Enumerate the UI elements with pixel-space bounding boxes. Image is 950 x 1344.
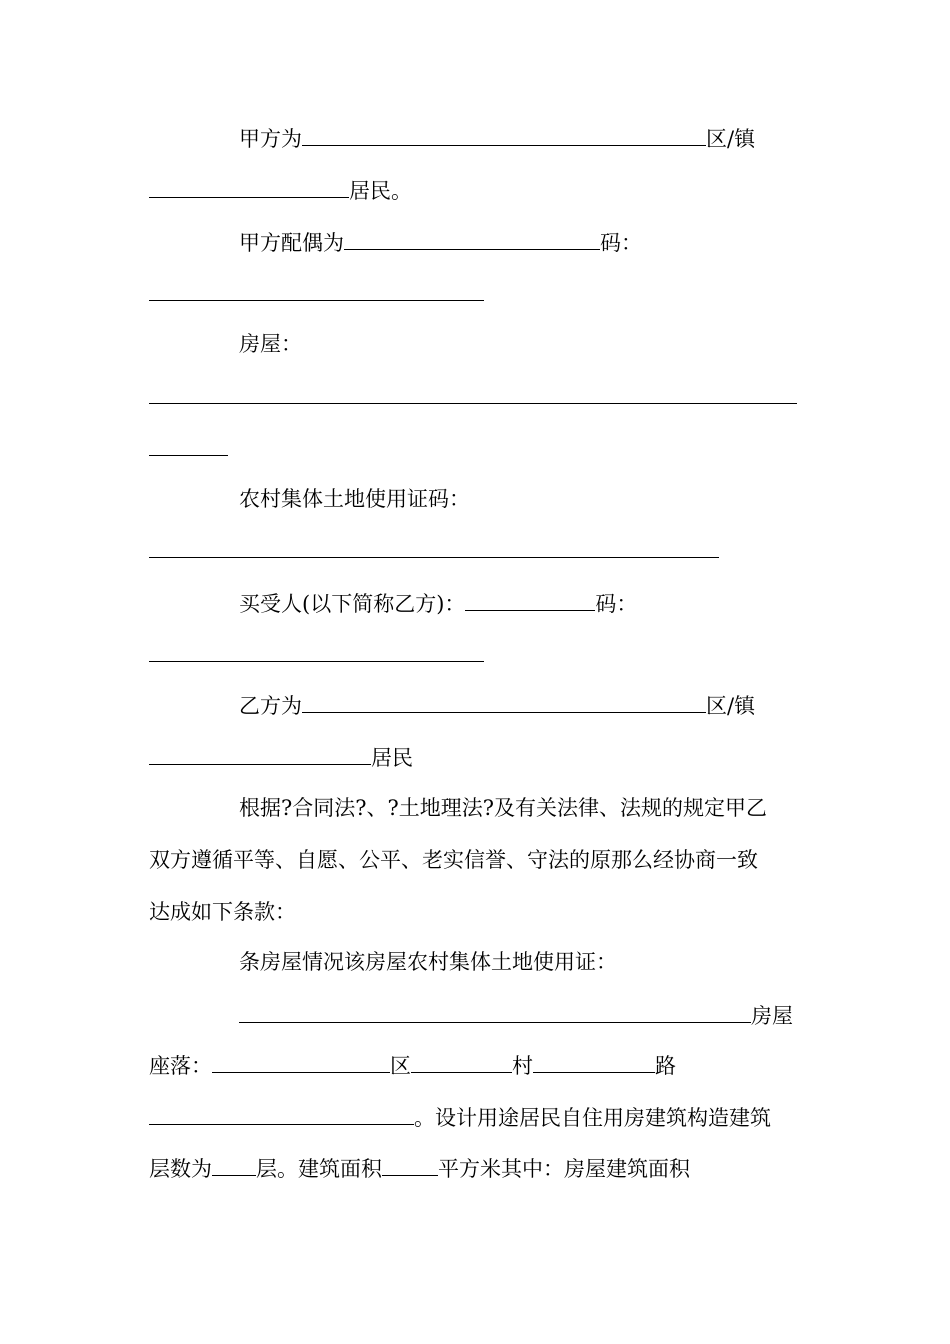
party-b-area-blank[interactable] (149, 742, 371, 765)
location-blank-3[interactable] (533, 1050, 655, 1073)
village-word: 村 (512, 1054, 533, 1078)
spouse-code-blank[interactable] (149, 300, 484, 301)
area-detail-text: 平方米其中：房屋建筑面积 (438, 1157, 690, 1181)
buyer-line (239, 588, 637, 618)
land-cert-label-line (239, 485, 470, 513)
resident-label-b: 居民 (371, 746, 413, 770)
preamble-text-1: 根据?合同法?、?土地理法?及有关法律、法规的规定甲乙 (239, 796, 768, 820)
party-a-label: 甲方为 (239, 127, 302, 151)
party-a-area-blank[interactable] (149, 175, 349, 198)
area-blank[interactable] (382, 1153, 438, 1176)
buyer-label: 买受人(以下简称乙方)： (239, 592, 466, 616)
resident-label: 居民。 (349, 179, 412, 203)
preamble-text-2: 双方遵循平等、自愿、公平、老实信誉、守法的原那么经协商一致 (149, 848, 758, 872)
article-house-line (239, 948, 617, 976)
preamble-line-1 (239, 794, 767, 822)
floors-blank[interactable] (212, 1153, 256, 1176)
design-use-text: 。设计用途居民自住用房建筑构造建筑 (414, 1106, 771, 1130)
land-cert-number-line (239, 1000, 793, 1030)
party-b-district-blank[interactable] (302, 690, 706, 713)
location-blank-1[interactable] (212, 1050, 390, 1073)
area-label: 层。建筑面积 (256, 1157, 382, 1181)
house-label-line (239, 330, 302, 358)
road-word: 路 (655, 1054, 676, 1078)
party-a-resident-line (149, 175, 412, 205)
district-town-label: 区/镇 (706, 127, 756, 151)
code-label: 码： (600, 231, 642, 255)
district-word: 区 (390, 1054, 411, 1078)
preamble-line-3 (149, 898, 296, 926)
article-house-text: 条房屋情况该房屋农村集体土地使用证： (239, 950, 617, 974)
location-line (149, 1050, 676, 1080)
land-cert-number-blank[interactable] (239, 1000, 751, 1023)
floors-area-line (149, 1153, 690, 1183)
preamble-line-2 (149, 846, 758, 874)
address-blank[interactable] (149, 1102, 414, 1125)
buyer-code-label: 码： (595, 592, 638, 616)
location-blank-2[interactable] (411, 1050, 512, 1073)
land-cert-blank[interactable] (149, 557, 719, 558)
party-b-resident-line (149, 742, 413, 772)
house-word: 房屋 (751, 1004, 793, 1028)
design-use-line (149, 1102, 771, 1132)
district-town-label-b: 区/镇 (706, 694, 756, 718)
party-a-district-blank[interactable] (302, 123, 706, 146)
house-blank-1[interactable] (149, 403, 797, 404)
house-label: 房屋： (239, 332, 302, 356)
party-a-spouse-line (239, 227, 642, 257)
preamble-text-3: 达成如下条款： (149, 900, 296, 924)
party-b-label: 乙方为 (239, 694, 302, 718)
buyer-code-blank[interactable] (149, 661, 484, 662)
party-b-district-line (239, 690, 755, 720)
house-blank-2[interactable] (149, 455, 228, 456)
buyer-name-blank[interactable] (465, 588, 595, 611)
floors-label: 层数为 (149, 1157, 212, 1181)
location-label: 座落： (149, 1054, 212, 1078)
land-cert-label: 农村集体土地使用证码： (239, 487, 470, 511)
spouse-label: 甲方配偶为 (239, 231, 344, 255)
spouse-name-blank[interactable] (344, 227, 600, 250)
party-a-district-line (239, 123, 755, 153)
